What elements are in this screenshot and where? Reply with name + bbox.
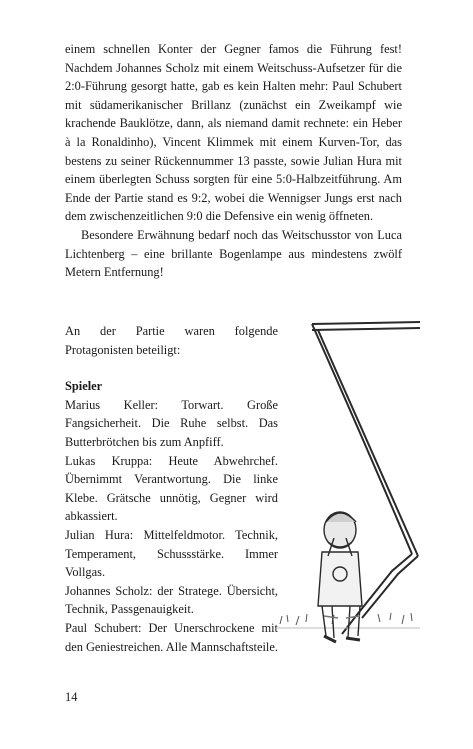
paragraph-long-shot: Besondere Erwähnung bedarf noch das Weitschusstor von Luca Lichtenberg – eine brillante Bogenlampe aus mindestens zwölf Metern Entfernung! xyxy=(65,227,402,280)
section-heading-players: Spieler xyxy=(65,379,103,394)
goalkeeper-illustration xyxy=(272,316,422,676)
player-entry: Johannes Scholz: der Stratege. Übersicht, Technik, Passgenauigkeit. xyxy=(65,583,278,617)
main-text xyxy=(65,40,402,282)
player-entry: Marius Keller: Torwart. Große Fangsicherheit. Die Ruhe selbst. Das Butterbrötchen bis zum Anpfiff. xyxy=(65,397,278,449)
player-entry: Lukas Kruppa: Heute Abwehrchef. Übernimmt Verantwortung. Die linke Klebe. Grätsche unnötig, Gegner wird abkassiert. xyxy=(65,453,278,524)
boy-figure xyxy=(318,512,362,642)
intro-line: An der Partie waren folgende Protagonisten beteiligt: xyxy=(65,324,278,357)
player-entry: Paul Schubert: Der Unerschrockene mit den Geniestreichen. Alle Mannschaftsteile. xyxy=(65,620,278,654)
page-number: 14 xyxy=(65,690,78,704)
player-list-column xyxy=(65,322,278,656)
player-entry: Julian Hura: Mittelfeldmotor. Technik, Temperament, Schussstärke. Immer Vollgas. xyxy=(65,527,278,580)
paragraph-match-report: einem schnellen Konter der Gegner famos die Führung fest! Nachdem Johannes Scholz mit einem Weitschuss-Aufsetzer für die 2:0-Führung gesorgt hatte, gab es kein Halten mehr: Paul Schubert mit südamerikanischer Brillanz (zunächst ein Zweikampf wie krachende Bauklötze, dann, als niemand damit rechnete: ein Heber à la Ronaldinho), Vincent Klimmek mit einem Kurven-Tor, das bestens zu seiner Rückennummer 13 passte, sowie Julian Hura mit einem überlegten Schuss sorgten für eine 5:0-Halbzeitführung. Am Ende der Partie stand es 9:2, wobei die Wennigser Jungs erst nach dem zwischenzeitlichen 9:0 die Defensive ein wenig öffneten. xyxy=(65,42,402,224)
